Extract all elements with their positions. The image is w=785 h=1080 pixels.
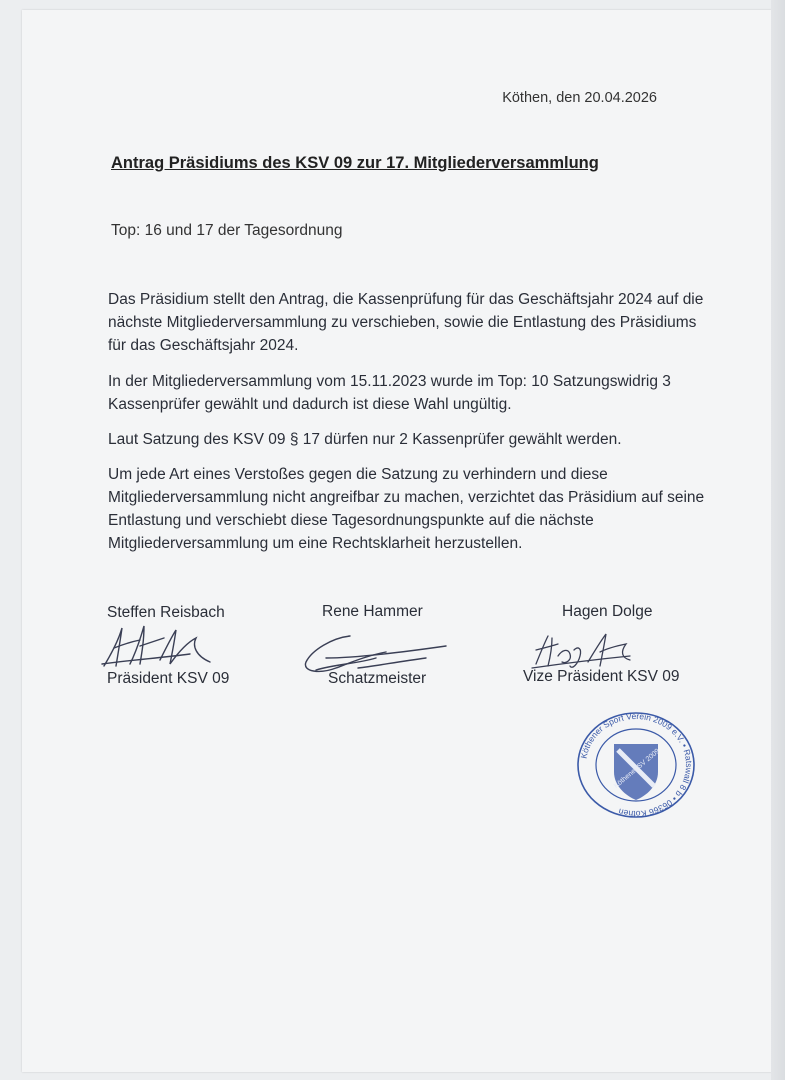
paragraph-motion: Das Präsidium stellt den Antrag, die Kassenprüfung für das Geschäftsjahr 2024 auf die nächste Mitgliederversammlung zu verschieben, sowie die Entlastung des Präsidiums für das Geschäftsjahr 2024. (108, 291, 704, 354)
agenda-reference: Top: 16 und 17 der Tagesordnung (111, 222, 343, 239)
stamp-center-text: Köthener SV 2009 (612, 747, 662, 790)
signature-vice-president-icon (530, 628, 640, 672)
paragraph-statute: Laut Satzung des KSV 09 § 17 dürfen nur 2 Kassenprüfer gewählt werden. (108, 431, 622, 448)
signatory-role: Vize Präsident KSV 09 (523, 668, 680, 685)
paragraph-election-invalid: In der Mitgliederversammlung vom 15.11.2023 wurde im Top: 10 Satzungswidrig 3 Kassenprüfer gewählt und dadurch ist diese Wahl ungültig. (108, 373, 671, 413)
page-edge-shadow (771, 0, 785, 1080)
stamp-ring-text: Köthener Sport Verein 2009 e.V. • Ratswall 8 b • 06366 Köthen (578, 710, 695, 820)
document-title: Antrag Präsidiums des KSV 09 zur 17. Mitgliederversammlung (111, 154, 599, 172)
signatory-role: Präsident KSV 09 (107, 670, 230, 687)
signatory-name: Rene Hammer (322, 603, 423, 620)
signature-president-icon (100, 620, 220, 672)
paragraph-reasoning: Um jede Art eines Verstoßes gegen die Satzung zu verhindern und diese Mitgliederversammlung nicht angreifbar zu machen, verzichtet das Präsidium auf seine Entlastung und verschiebt diese Tagesordnungspunkte auf die nächste Mitgliederversammlung um eine Rechtsklarheit herzustellen. (108, 466, 705, 552)
club-stamp-seal (574, 710, 698, 820)
signatory-name: Steffen Reisbach (107, 604, 225, 621)
signatory-name: Hagen Dolge (562, 603, 653, 620)
signatory-role: Schatzmeister (328, 670, 427, 687)
date-line: Köthen, den 20.04.2026 (502, 90, 657, 106)
